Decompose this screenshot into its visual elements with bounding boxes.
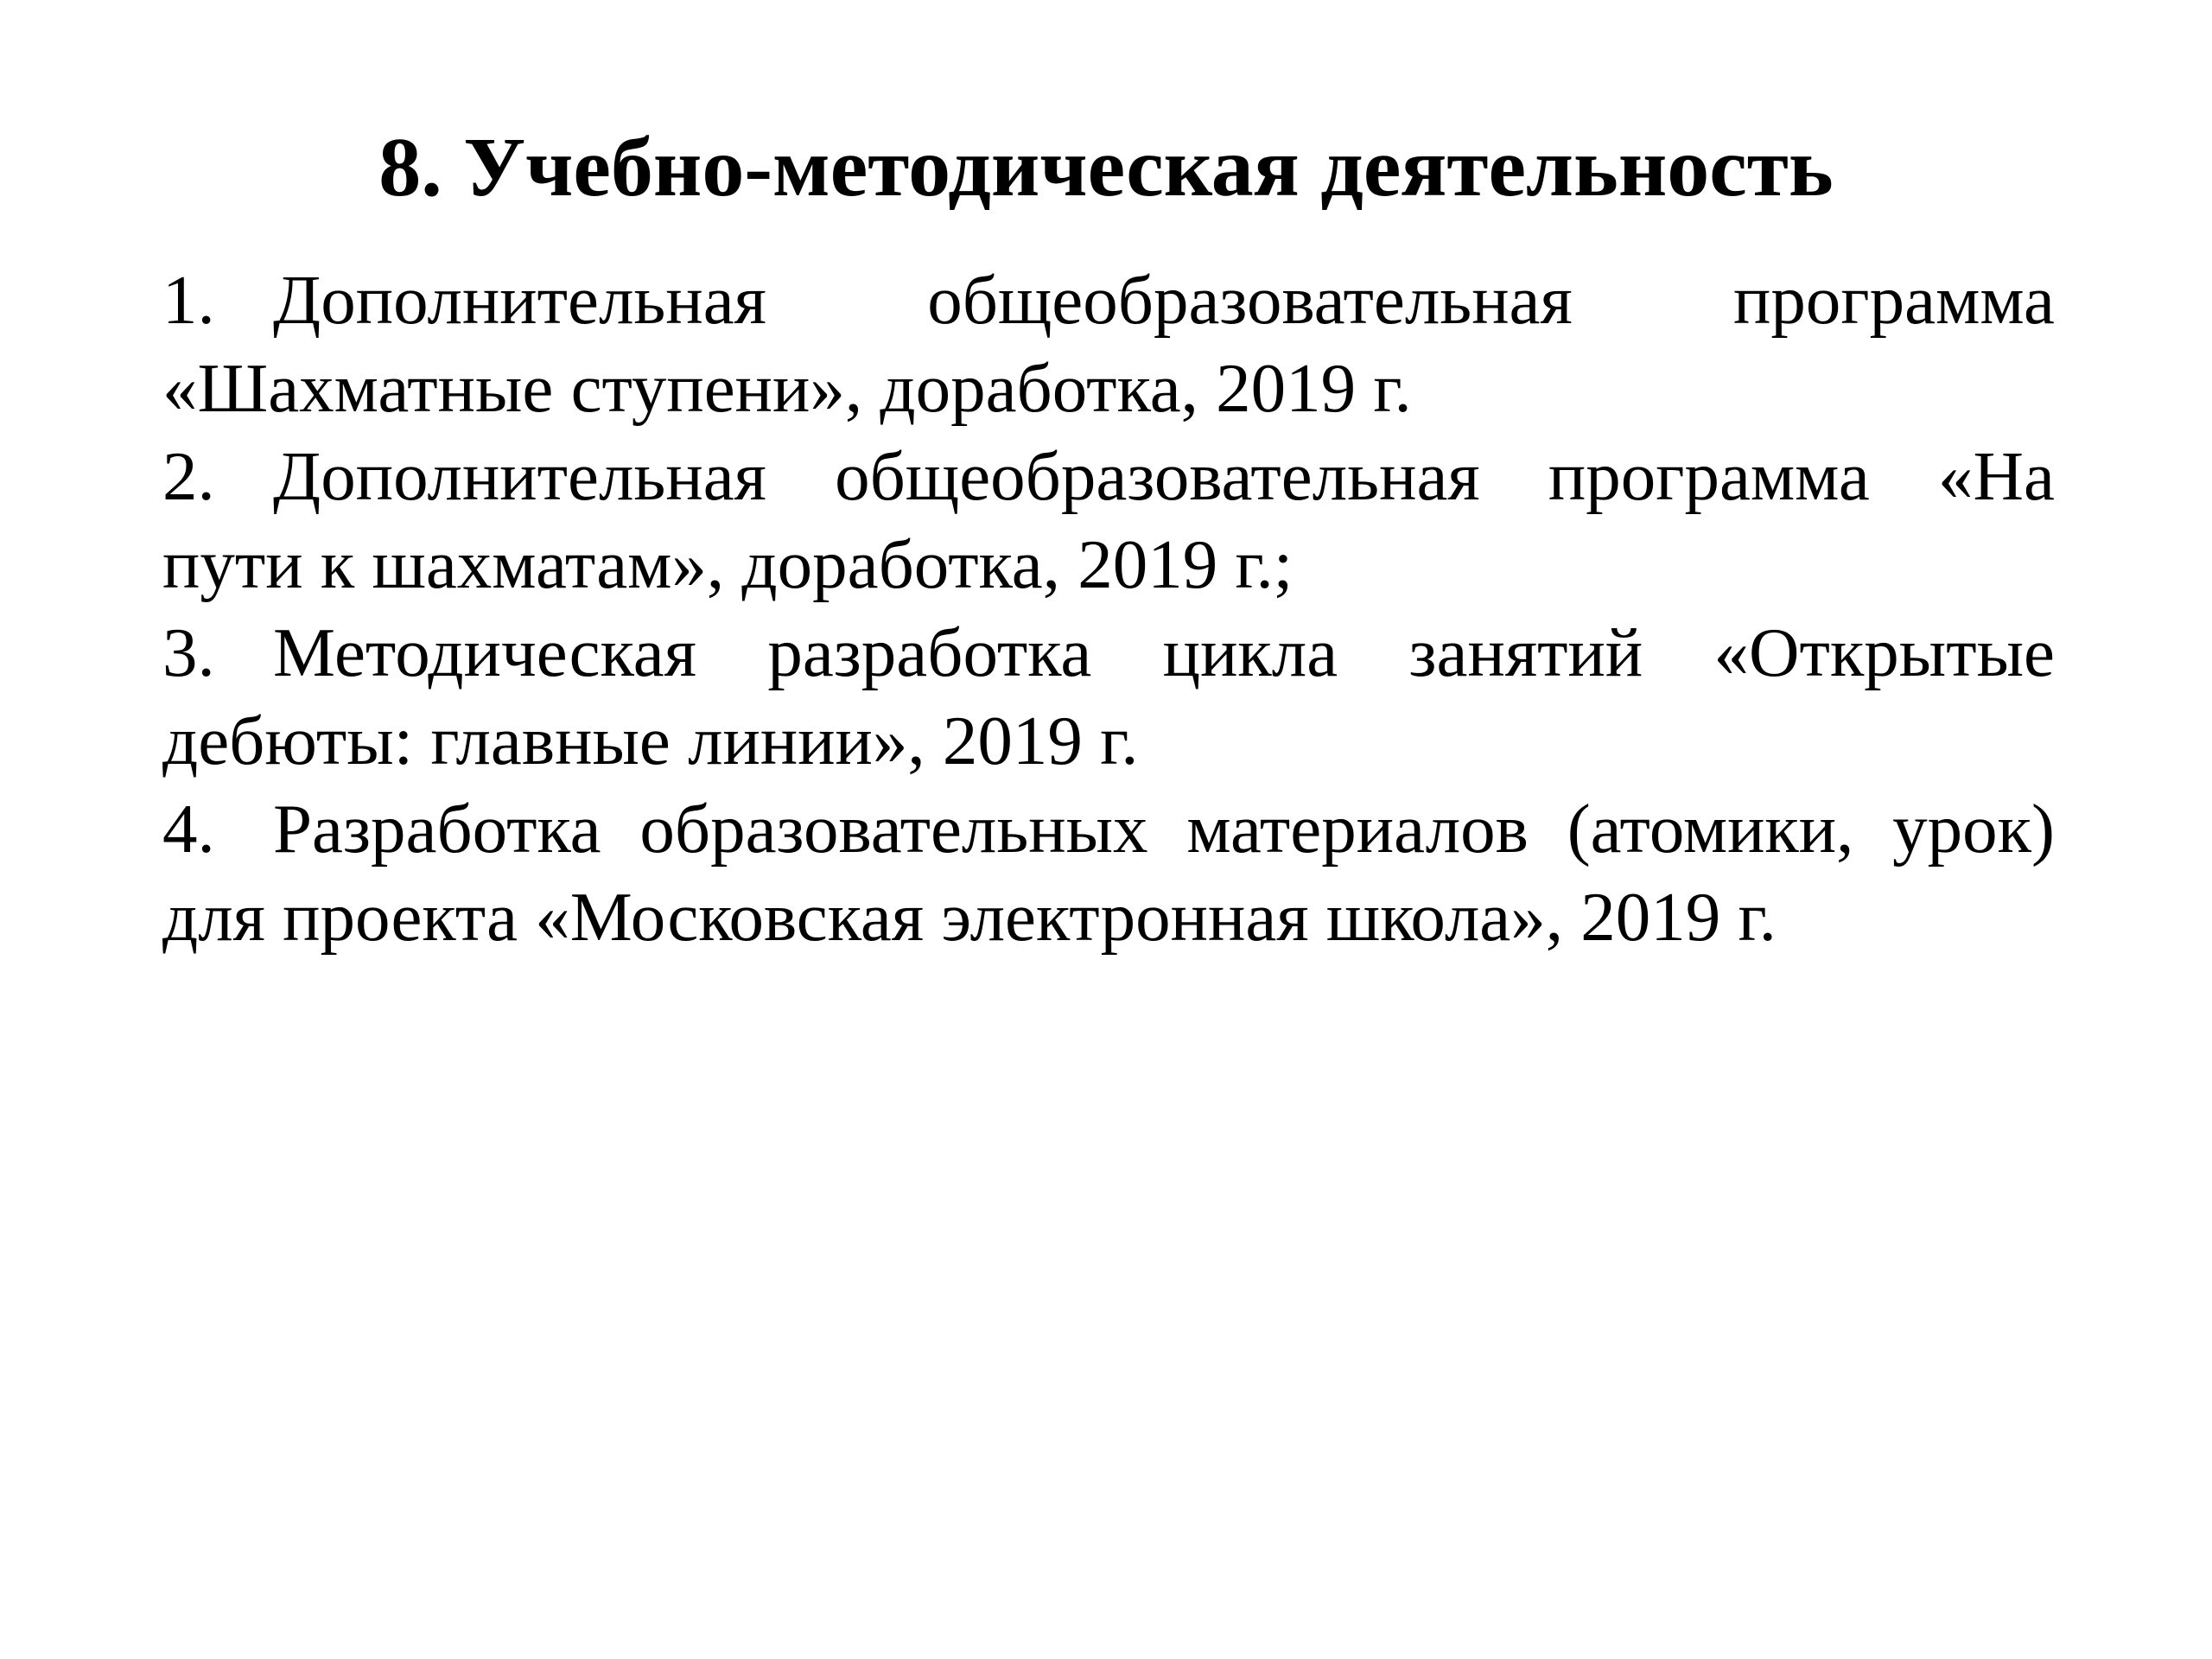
list-item xyxy=(162,608,2055,785)
list-item-number: 2. xyxy=(162,437,215,515)
slide-title: 8. Учебно-методическая деятельность xyxy=(378,121,1834,214)
list-item-number: 3. xyxy=(162,613,215,691)
list-item-number: 1. xyxy=(162,261,215,339)
list-item xyxy=(162,256,2055,432)
list-item-text: Дополнительная общеобразовательная программа «Шахматные ступени», доработка, 2019 г. xyxy=(162,261,2055,427)
list-item-number: 4. xyxy=(162,790,215,868)
list-item xyxy=(162,785,2055,961)
activity-list xyxy=(162,256,2055,961)
list-item-text: Разработка образовательных материалов (атомики, урок) для проекта «Московская электронная школа», 2019 г. xyxy=(162,790,2055,956)
list-item-text: Методическая разработка цикла занятий «Открытые дебюты: главные линии», 2019 г. xyxy=(162,613,2055,779)
list-item xyxy=(162,432,2055,608)
list-item-text: Дополнительная общеобразовательная программа «На пути к шахматам», доработка, 2019 г.; xyxy=(162,437,2055,603)
